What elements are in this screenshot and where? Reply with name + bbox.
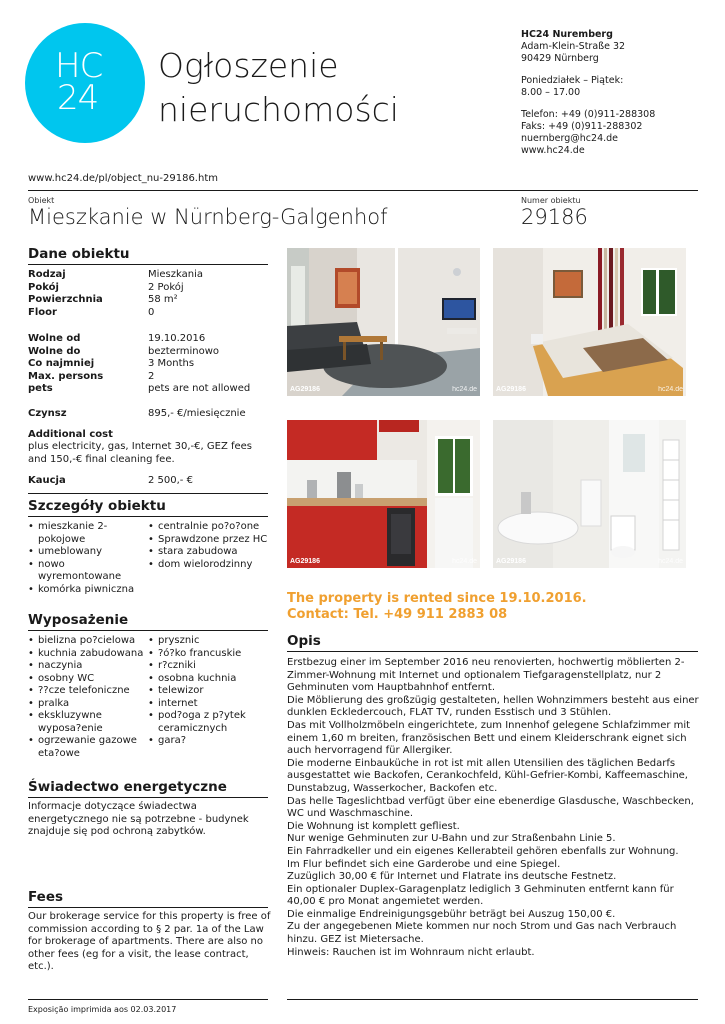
list-item: • stara zabudowa: [148, 546, 270, 559]
list-item: • telewizor: [148, 685, 270, 698]
company-street: Adam-Klein-Straße 32: [521, 41, 626, 52]
dane-group-basic: [28, 269, 268, 321]
list-item: • ogrzewanie gazowe eta?owe: [28, 735, 146, 760]
list-item: • prysznic: [148, 635, 270, 648]
rent-value: 895,- €/miesięcznie: [148, 408, 246, 419]
equipment-list-left: [28, 635, 146, 760]
company-email[interactable]: nuernberg@hc24.de: [521, 133, 619, 144]
list-item: • umeblowany: [28, 546, 146, 559]
list-item: • kuchnia zabudowana: [28, 648, 146, 661]
company-hours-days: Poniedziałek – Piątek:: [521, 75, 624, 86]
divider: [28, 493, 268, 494]
description-paragraph: Die Wohnung ist komplett gefliest.: [287, 820, 460, 832]
description-paragraph: Das helle Tageslichtbad verfügt über eine ebenerdige Glasdusche, Waschbecken, WC und Waschmaschine.: [287, 795, 694, 820]
dane-row: [28, 371, 268, 384]
list-item: • gara?: [148, 735, 270, 748]
description-paragraph: Hinweis: Rauchen ist im Wohnraum nicht erlaubt.: [287, 946, 535, 958]
divider: [28, 264, 268, 265]
details-list-left: [28, 521, 146, 596]
photo-bathroom[interactable]: [493, 420, 686, 568]
description-paragraph: Im Flur befindet sich eine Garderobe und eine Spiegel.: [287, 858, 561, 870]
dane-key: Floor: [28, 306, 57, 318]
dane-row: [28, 383, 268, 396]
dane-row: [28, 307, 268, 320]
company-city: 90429 Nürnberg: [521, 53, 599, 64]
list-item: • ?ó?ko francuskie: [148, 648, 270, 661]
rented-contact: Contact: Tel. +49 911 2883 08: [287, 607, 508, 622]
additional-cost-text: plus electricity, gas, Internet 30,-€, GEZ fees and 150,-€ final cleaning fee.: [28, 441, 253, 465]
dane-row: [28, 294, 268, 307]
photo-site: hc24.de: [452, 386, 477, 393]
description-paragraph: Ein optionaler Duplex-Garagenplatz lediglich 3 Gehminuten entfernt kann für 40,00 € pro Monat angemietet werden.: [287, 883, 674, 908]
divider: [28, 630, 268, 631]
description-heading: Opis: [287, 633, 321, 649]
divider: [28, 516, 268, 517]
description-paragraph: Zu der angegebenen Miete kommen nur noch Strom und Gas nach Verbrauch hinzu. GEZ ist Mietersache.: [287, 921, 677, 946]
print-date: Exposição imprimida aos 02.03.2017: [28, 1005, 177, 1014]
dane-rent: [28, 408, 268, 421]
photo-id: AG29186: [290, 558, 320, 565]
equipment-heading: Wyposażenie: [28, 612, 129, 628]
description-text: [287, 657, 702, 959]
rented-notice: [287, 591, 707, 623]
divider: [28, 999, 268, 1000]
company-name: HC24 Nuremberg: [521, 29, 613, 40]
energy-text: Informacje dotyczące świadectwa energetycznego nie są potrzebne - budynek znajduje się pod ochroną zabytków.: [28, 801, 249, 838]
divider: [28, 190, 698, 191]
dane-key: Wolne do: [28, 345, 81, 357]
photo-site: hc24.de: [452, 558, 477, 565]
deposit-value: 2 500,- €: [148, 475, 193, 486]
list-item: • pod?oga z p?ytek ceramicznych: [148, 710, 270, 735]
list-item: • internet: [148, 698, 270, 711]
divider: [28, 797, 268, 798]
divider: [28, 907, 268, 908]
description-paragraph: Zuzüglich 30,00 € für Internet und Flatrate ins deutsche Festnetz.: [287, 871, 617, 883]
object-url[interactable]: www.hc24.de/pl/object_nu-29186.htm: [28, 173, 218, 184]
fees-text: Our brokerage service for this property is free of commission according to § 2 par. 1a of the Law for brokerage of apartments. There are also no other fees (eg for a visit, the lease contract, etc.).: [28, 911, 271, 973]
object-label: Obiekt: [28, 196, 55, 205]
list-item: • ??cze telefoniczne: [28, 685, 146, 698]
fees-heading: Fees: [28, 889, 64, 905]
object-title: Mieszkanie w Nürnberg-Galgenhof: [28, 205, 388, 229]
company-hours: 8.00 – 17.00: [521, 87, 581, 98]
rented-line: The property is rented since 19.10.2016.: [287, 591, 587, 606]
list-item: • bielizna po?cielowa: [28, 635, 146, 648]
dane-deposit: [28, 475, 268, 488]
dane-key: pets: [28, 383, 53, 394]
photo-id: AG29186: [496, 386, 526, 393]
dane-row: [28, 282, 268, 295]
description-paragraph: Die einmalige Endreinigungsgebühr beträgt bei Auszug 150,00 €.: [287, 908, 616, 920]
dane-key: Co najmniej: [28, 358, 95, 369]
additional-cost-label: Additional cost: [28, 429, 113, 440]
list-item: • dom wielorodzinny: [148, 559, 270, 572]
energy-heading: Świadectwo energetyczne: [28, 779, 227, 795]
list-item: • komórka piwniczna: [28, 584, 146, 597]
dane-value: 0: [148, 306, 155, 318]
details-heading: Szczegóły obiektu: [28, 498, 166, 514]
list-item: • r?czniki: [148, 660, 270, 673]
list-item: • naczynia: [28, 660, 146, 673]
list-item: • pralka: [28, 698, 146, 711]
dane-value: pets are not allowed: [148, 383, 251, 394]
dane-key: Max. persons: [28, 370, 104, 382]
divider: [287, 651, 698, 652]
photo-site: hc24.de: [658, 558, 683, 565]
dane-group-availability: [28, 333, 268, 397]
list-item: • centralnie po?o?one: [148, 521, 270, 534]
photo-bedroom[interactable]: [493, 248, 686, 396]
page-title: Ogłoszenie nieruchomości: [158, 46, 399, 129]
dane-key: Rodzaj: [28, 269, 66, 280]
photo-id: AG29186: [496, 558, 526, 565]
rent-key: Czynsz: [28, 408, 67, 419]
dane-value: Mieszkania: [148, 269, 204, 280]
list-item: • Sprawdzone przez HC: [148, 534, 270, 547]
details-list-right: [148, 521, 270, 571]
dane-heading: Dane obiektu: [28, 246, 130, 262]
description-paragraph: Erstbezug einer im September 2016 neu renovierten, hochwertig möblierten 2-Zimmer-Wohnung mit Internet und optionalem Tiefgaragenstellplatz, nur 2 Gehminuten vom Hauptbahnhof entfernt.: [287, 657, 685, 694]
dane-key: Powierzchnia: [28, 294, 103, 305]
dane-value: 2: [148, 370, 155, 382]
company-fax: Faks: +49 (0)911-288302: [521, 121, 643, 132]
description-paragraph: Die moderne Einbauküche in rot ist mit allen Utensilien des täglichen Bedarfs ausgestattet wie Backofen, Cerankochfeld, Kühl-Gefrier-Kombi, Kaffeemaschine, Dunstabzug, Wasserkocher, Backofen etc.: [287, 757, 688, 794]
dane-value: bezterminowo: [148, 345, 220, 357]
dane-row: [28, 333, 268, 346]
photo-kitchen[interactable]: [287, 420, 480, 568]
dane-value: 19.10.2016: [148, 333, 206, 344]
company-contact: [521, 29, 711, 157]
object-number: 29186: [521, 205, 588, 229]
logo-text-hc: HC: [55, 46, 103, 86]
deposit-key: Kaucja: [28, 475, 66, 486]
list-item: • nowo wyremontowane: [28, 559, 146, 584]
list-item: • osobna kuchnia: [148, 673, 270, 686]
dane-row: [28, 346, 268, 359]
description-paragraph: Das mit Vollholzmöbeln eingerichtete, zum Innenhof gelegene Schlafzimmer mit einem 1,60 m breiten, französischen Bett und einem Kleiderschrank eignet sich auch hervorragend für Allergiker.: [287, 719, 691, 757]
dane-value: 58 m²: [148, 294, 178, 305]
photo-id: AG29186: [290, 386, 320, 393]
dane-value: 3 Months: [148, 358, 195, 369]
company-website[interactable]: www.hc24.de: [521, 145, 585, 156]
logo-text-24: 24: [57, 78, 99, 118]
dane-key: Pokój: [28, 281, 59, 293]
list-item: • mieszkanie 2-pokojowe: [28, 521, 146, 546]
photo-site: hc24.de: [658, 386, 683, 393]
description-paragraph: Die Möblierung des großzügig gestalteten, hellen Wohnzimmers besteht aus einer dunklen Eckledercouch, FLAT TV, runden Esstisch und 3 Stühlen.: [287, 694, 699, 719]
equipment-list-right: [148, 635, 270, 748]
list-item: • osobny WC: [28, 673, 146, 686]
photo-living-room[interactable]: [287, 248, 480, 396]
hc24-logo: [25, 23, 145, 143]
dane-value: 2 Pokój: [148, 281, 184, 293]
object-number-label: Numer obiektu: [521, 196, 581, 205]
dane-row: [28, 358, 268, 371]
divider: [287, 999, 698, 1000]
company-phone: Telefon: +49 (0)911-288308: [521, 109, 656, 120]
dane-row: [28, 269, 268, 282]
dane-key: Wolne od: [28, 333, 81, 344]
description-paragraph: Ein Fahrradkeller und ein eigenes Kellerabteil gehören ebenfalls zur Wohnung.: [287, 845, 679, 857]
list-item: • ekskluzywne wyposa?enie: [28, 710, 146, 735]
description-paragraph: Nur wenige Gehminuten zur U-Bahn und zur Straßenbahn Linie 5.: [287, 833, 616, 845]
